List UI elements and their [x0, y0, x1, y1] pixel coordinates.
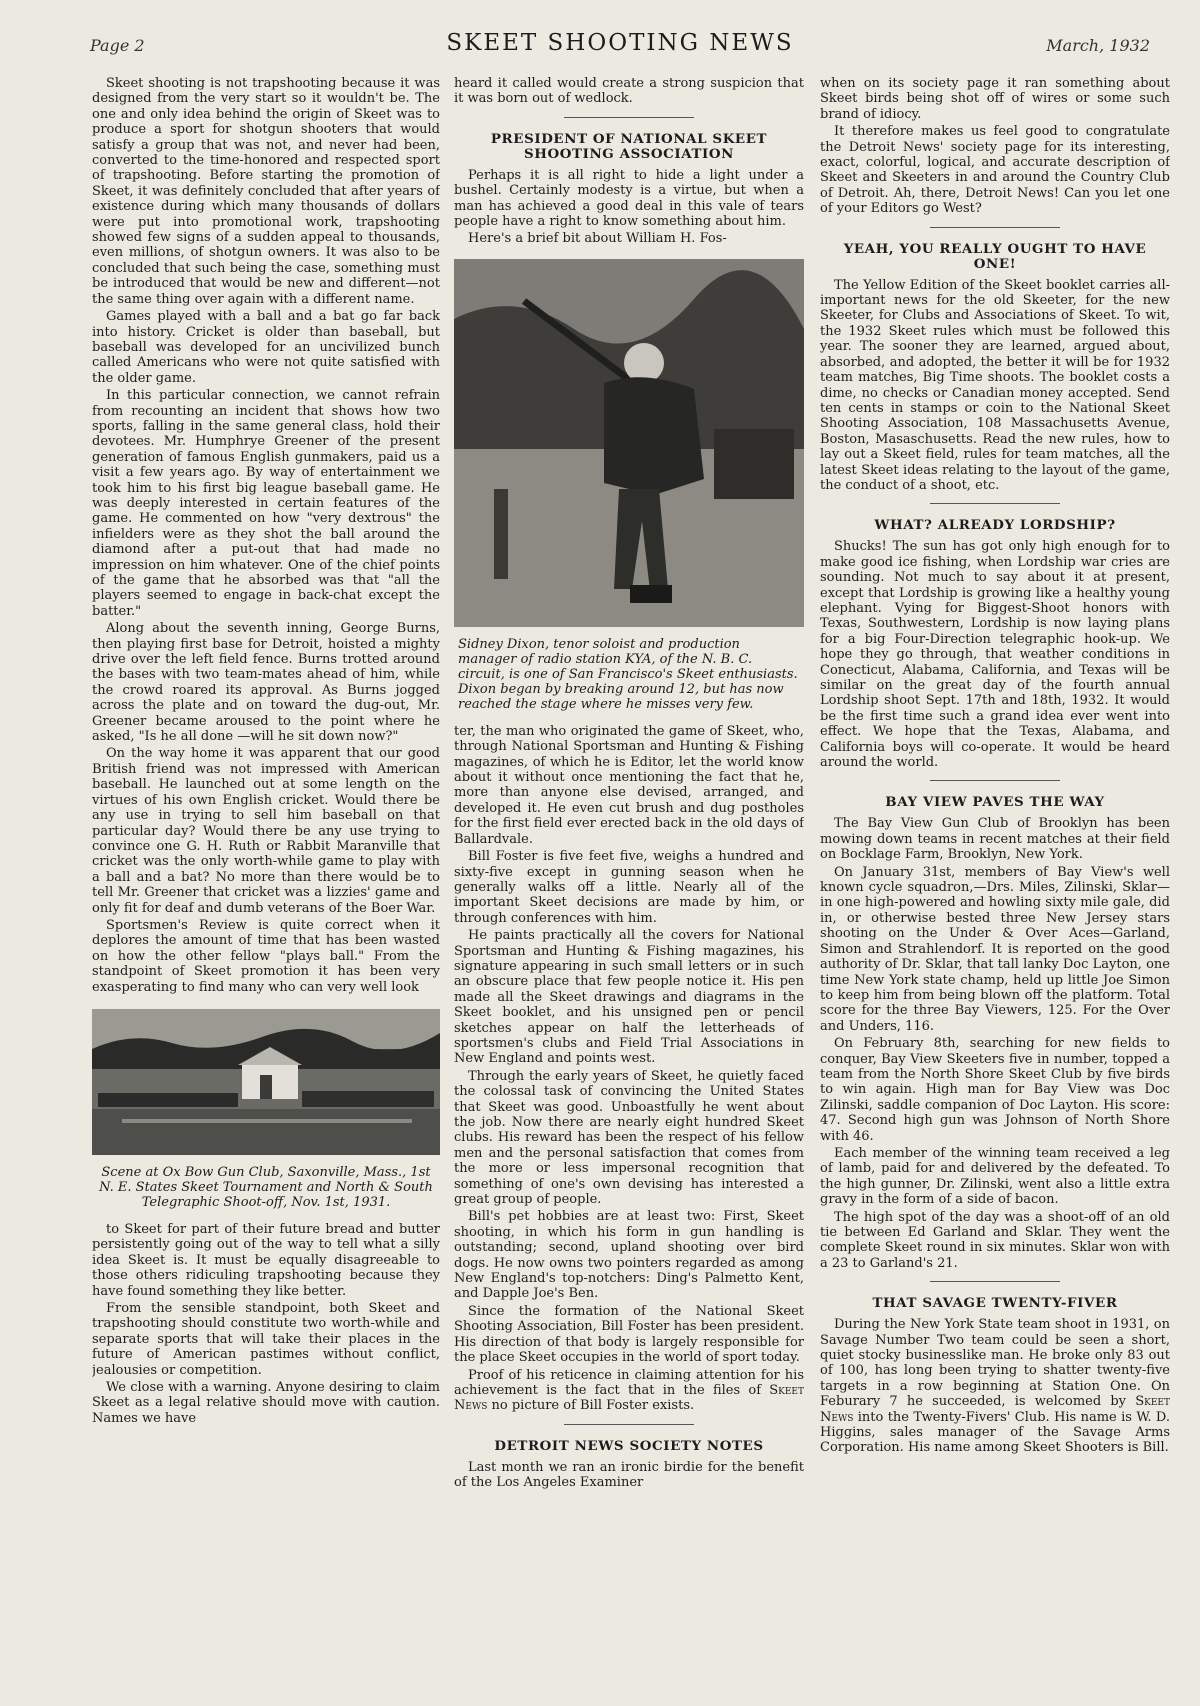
paragraph: He paints practically all the covers for National Sportsman and Hunting & Fishing magazines, his signature appearing in such small letters or in such an obscure place that few people notice it. His pen made all the Skeet drawings and diagrams in the Skeet booklet, and his unsigned pen or pencil sketches appear on half the letterheads of sportsmen's clubs and Field Trial Associations in New England and points west.: [454, 928, 804, 1067]
publication-name: Skeet News: [820, 1394, 1170, 1425]
paragraph: Bill's pet hobbies are at least two: First, Skeet shooting, in which his form in gun handling is outstanding; second, upland shooting over bird dogs. He now owns two pointers regarded as among New England's top-notchers: Ding's Palmetto Kent, and Dapple Joe's Ben.: [454, 1209, 804, 1302]
publication-title: SKEET SHOOTING NEWS: [446, 30, 794, 56]
article-heading: WHAT? ALREADY LORDSHIP?: [874, 517, 1116, 534]
issue-date: March, 1932: [1046, 36, 1150, 55]
paragraph: [454, 1368, 804, 1414]
paragraph: when on its society page it ran something about Skeet birds being shot off of wires or some such brand of idiocy.: [820, 76, 1170, 122]
article-heading: PRESIDENT OF NATIONAL SKEET SHOOTING ASSOCIATION: [490, 130, 768, 162]
paragraph: Here's a brief bit about William H. Fos-: [468, 231, 727, 247]
paragraph: Sportsmen's Review is quite correct when it deplores the amount of time that has been wasted on how the other fellow "plays ball." From the standpoint of Skeet promotion it has been very exasperating to find many who can very well look: [92, 917, 440, 995]
paragraph: Last month we ran an ironic birdie for the benefit of the Los Angeles Examiner: [454, 1459, 804, 1491]
paragraph: ter, the man who originated the game of Skeet, who, through National Sportsman and Hunting & Fishing magazines, of which he is Editor, let the world know about it without once mentioning the fact that he, more than anyone else devised, arranged, and developed it. He even cut brush and dug postholes for the first field ever erected back in the old days of Ballardvale.: [454, 723, 804, 847]
paragraph: On January 31st, members of Bay View's well known cycle squadron,—Drs. Miles, Zilinski, Sklar—in one high-powered and howling sixty mile gale, did in, or otherwise bested three New Jersey stars shooting on the Under & Over Aces—Garland, Simon and Strahlendorf. It is reported on the good authority of Dr. Sklar, that tall lanky Doc Layton, one time New York state champ, held up little Joe Simon to keep him from being blown off the platform. Total score for the three Bay Viewers, 125. For the Over and Unders, 116.: [820, 864, 1170, 1034]
divider: [930, 503, 1060, 504]
divider: [564, 117, 694, 118]
article-heading: DETROIT NEWS SOCIETY NOTES: [494, 1437, 764, 1454]
photo-caption: Scene at Ox Bow Gun Club, Saxonville, Mass., 1st N. E. States Skeet Tournament and North & South Telegraphic Shoot-off, Nov. 1st, 1931.: [99, 1164, 433, 1210]
gun-club-scene-image: [92, 1009, 440, 1155]
divider: [930, 1281, 1060, 1282]
paragraph: [820, 1317, 1170, 1456]
page-number: Page 2: [90, 36, 145, 55]
paragraph: Since the formation of the National Skeet Shooting Association, Bill Foster has been president. His direction of that body is largely responsible for the place Skeet occupies in the world of sport today.: [454, 1303, 804, 1366]
column-3: [820, 76, 1170, 1686]
gun-club-photo: [92, 1009, 440, 1155]
paragraph: On February 8th, searching for new fields to conquer, Bay View Skeeters five in number, topped a team from the North Shore Skeet Club by five birds to win again. High man for Bay View was Doc Zilinski, saddle companion of Doc Layton. His score: 47. Second high gun was Johnson of North Shore with 46.: [820, 1036, 1170, 1144]
divider: [930, 780, 1060, 781]
paragraph: The Yellow Edition of the Skeet booklet carries all-important news for the old Skeeter, for the new Skeeter, for Clubs and Associations of Skeet. To wit, the 1932 Skeet rules which must be followed this year. The sooner they are learned, argued about, absorbed, and adopted, the better it will be for 1932 team matches, Big Time shoots. The booklet costs a dime, no checks or Canadian money accepted. Send ten cents in stamps or coin to the National Skeet Shooting Association, 108 Massachusetts Avenue, Boston, Masaschusetts. Read the new rules, how to lay out a Skeet field, rules for team matches, all the latest Skeet ideas relating to the layout of the game, the conduct of a shoot, etc.: [820, 277, 1170, 493]
divider: [930, 227, 1060, 228]
paragraph: Games played with a ball and a bat go far back into history. Cricket is older than baseball, but baseball was developed for an uncivilized bunch called Americans who were not quite satisfied with the older game.: [92, 309, 440, 386]
column-2: [454, 76, 804, 1686]
paragraph: Through the early years of Skeet, he quietly faced the colossal task of convincing the United States that Skeet was good. Unboastfully he went about the job. Now there are nearly eight hundred Skeet clubs. His reward has been the respect of his fellow men and the personal satisfaction that comes from the more or less impersonal recognition that something of one's own devising has interested a great group of people.: [454, 1068, 804, 1208]
text-run: During the New York State team shoot in 1931, on Savage Number Two team could be seen a short, quiet stocky businesslike man. He broke only 83 out of 100, has long been trying to shatter twenty-five targets in a row beginning at Station One. On Feburary 7 he succeeded, is welcomed by: [820, 1317, 1170, 1410]
page-header: [90, 30, 1150, 64]
paragraph: On the way home it was apparent that our good British friend was not impressed with American baseball. He launched out at some length on the virtues of his own English cricket. Would there be any use in trying to sell him baseball on that particular day? Would there be any use trying to convince one G. H. Ruth or Rabbit Maranville that cricket was the only worth-while game to play with a ball and a bat? No more than there would be to tell Mr. Greener that cricket was a lizzies' game and only fit for deaf and dumb veterans of the Boer War.: [92, 746, 440, 916]
paragraph: We close with a warning. Anyone desiring to claim Skeet as a legal relative should move with caution. Names we have: [92, 1380, 440, 1426]
article-heading: BAY VIEW PAVES THE WAY: [885, 794, 1105, 811]
shooter-image: [454, 259, 804, 627]
paragraph: Perhaps it is all right to hide a light under a bushel. Certainly modesty is a virtue, but when a man has achieved a good deal in this vale of tears people have a right to know something about him.: [454, 167, 804, 230]
article-heading: YEAH, YOU REALLY OUGHT TO HAVE ONE!: [843, 240, 1147, 272]
text-run: no picture of Bill Foster exists.: [487, 1398, 695, 1414]
paragraph: Each member of the winning team received a leg of lamb, paid for and delivered by the defeated. To the high gunner, Dr. Zilinski, went also a little extra gravy in the form of a side of bacon.: [820, 1145, 1170, 1208]
paragraph: to Skeet for part of their future bread and butter persistently going out of the way to tell what a silly idea Skeet is. It must be equally disagreeable to those others ridiculing trapshooting because they have found something they like better.: [92, 1221, 440, 1299]
paragraph: heard it called would create a strong suspicion that it was born out of wedlock.: [454, 76, 804, 107]
paragraph: Shucks! The sun has got only high enough for to make good ice fishing, when Lordship war cries are sounding. Not much to say about it at present, except that Lordship is growing like a healthy young elephant. Vying for Biggest-Shoot honors with Texas, Southwestern, Lordship is now laying plans for a big Four-Direction telegraphic hook-up. We hope they go through, that weather conditions in Conecticut, Alabama, California, and Texas will be similar on the great day of the fourth annual Lordship shoot Sept. 17th and 18th, 1932. It would be the first time such a grand idea ever went into effect. We hope that the Texas, Alabama, and California boys will co-operate. It would be heard around the world.: [820, 539, 1170, 771]
paragraph: Skeet shooting is not trapshooting because it was designed from the very start so it wouldn't be. The one and only idea behind the origin of Skeet was to produce a sport for shotgun shooters that would satisfy a group that was not, and never had been, converted to the time-honored and respected sport of trapshooting. Before starting the promotion of Skeet, it was definitely concluded that after years of existence during which many thousands of dollars were put into promotional work, trapshooting showed few signs of a sudden appeal to thousands, even millions, of shotgun owners. It was also to be concluded that such being the case, something must be introduced that would be new and different—not the same thing over again with a different name.: [92, 76, 440, 307]
article-heading: THAT SAVAGE TWENTY-FIVER: [872, 1295, 1118, 1312]
text-run: into the Twenty-Fivers' Club. His name is W. D. Higgins, sales manager of the Savage Arms Corporation. His name among Skeet Shooters is Bill.: [820, 1409, 1170, 1456]
paragraph: It therefore makes us feel good to congratulate the Detroit News' society page for its interesting, exact, colorful, logical, and accurate description of Skeet and Skeeters in and around the Country Club of Detroit. Ah, there, Detroit News! Can you let one of your Editors go West?: [820, 124, 1170, 217]
column-1: [92, 76, 440, 1686]
paragraph: In this particular connection, we cannot refrain from recounting an incident that shows how two sports, falling in the same general class, hold their devotees. Mr. Humphrye Greener of the present generation of famous English gunmakers, paid us a visit a few years ago. By way of entertainment we took him to his first big league baseball game. He was deeply interested in certain features of the game. He commented on how "very dextrous" the infielders were as they shot the ball around the diamond after a put-out that had made no impression on him whatever. One of the chief points of the game that he absorbed was that "all the players seemed to engage in back-chat except the batter.": [92, 388, 440, 619]
publication-name: Skeet News: [454, 1382, 804, 1414]
skeet-shooter-photo: [454, 259, 804, 627]
paragraph: From the sensible standpoint, both Skeet and trapshooting should constitute two worth-while and separate sports that will take their places in the future of American pastimes without conflict, jealousies or competition.: [92, 1301, 440, 1378]
paragraph: Along about the seventh inning, George Burns, then playing first base for Detroit, hoisted a mighty drive over the left field fence. Burns trotted around the bases with two team-mates ahead of him, while the crowd roared its approval. As Burns jogged across the plate and on toward the dug-out, Mr. Greener became aroused to the point where he asked, "Is he all done —will he sit down now?": [92, 621, 440, 745]
paragraph: The high spot of the day was a shoot-off of an old tie between Ed Garland and Sklar. They went the complete Skeet round in six minutes. Sklar won with a 23 to Garland's 21.: [820, 1209, 1170, 1271]
paragraph: The Bay View Gun Club of Brooklyn has been mowing down teams in recent matches at their field on Bocklage Farm, Brooklyn, New York.: [820, 816, 1170, 863]
paragraph: Bill Foster is five feet five, weighs a hundred and sixty-five except in gunning season when he generally walks off a little. Nearly all of the important Skeet decisions are made by him, or through conferences with him.: [454, 849, 804, 926]
text-run: Proof of his reticence in claiming attention for his achievement is the fact that in the files of: [454, 1367, 804, 1398]
photo-caption: Sidney Dixon, tenor soloist and production manager of radio station KYA, of the N. B. C. circuit, is one of San Francisco's Skeet enthusiasts. Dixon began by breaking around 12, but has now reached the stage where he misses very few.: [458, 636, 798, 712]
divider: [564, 1424, 694, 1425]
